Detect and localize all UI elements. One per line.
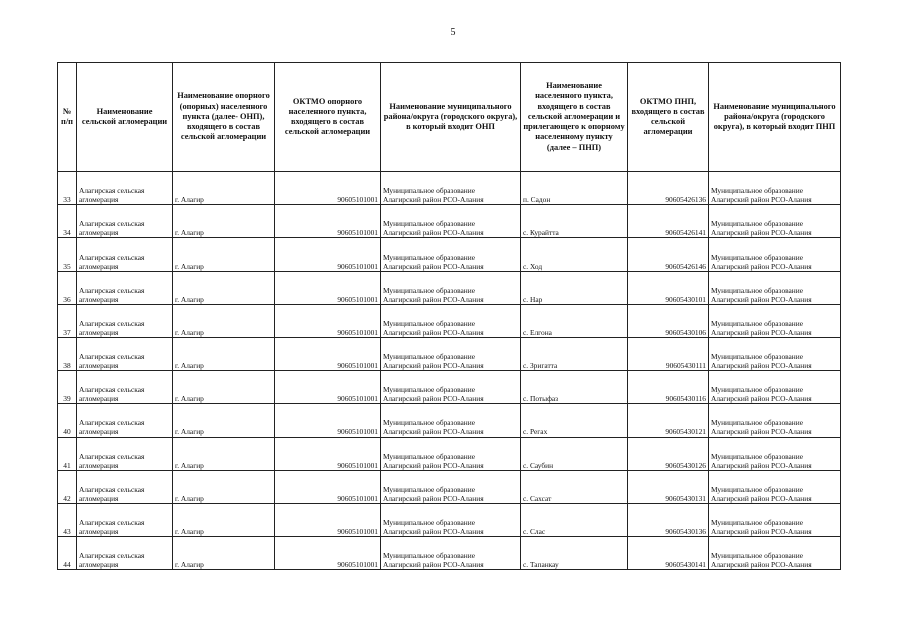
table-row — [58, 172, 841, 205]
pnp-cell: с. Тапанкау — [521, 537, 628, 570]
municipality-onp-cell — [381, 172, 521, 205]
agglomeration-line: Алагирская сельская — [79, 318, 145, 328]
agglomeration-line: агломерация — [79, 261, 119, 271]
agglomeration-line: Алагирская сельская — [79, 352, 145, 362]
pnp-cell: с. Сахсат — [521, 470, 628, 503]
oktmo-onp-cell: 90605101001 — [275, 371, 381, 404]
agglomeration-line: Алагирская сельская — [79, 551, 145, 561]
municipality-onp-line: Алагирский район РСО-Алания — [383, 361, 484, 371]
oktmo-pnp-cell: 90605430136 — [628, 503, 709, 536]
municipality-pnp-line: Алагирский район РСО-Алания — [711, 560, 812, 570]
municipality-pnp-line: Муниципальное образование — [711, 186, 803, 196]
municipality-onp-line: Алагирский район РСО-Алания — [383, 195, 484, 205]
onp-cell: г. Алагир — [173, 404, 275, 437]
municipality-onp-cell — [381, 205, 521, 238]
row-number: 35 — [58, 238, 77, 271]
municipality-onp-cell — [381, 304, 521, 337]
municipality-pnp-cell — [709, 271, 841, 304]
municipality-pnp-line: Алагирский район РСО-Алания — [711, 195, 812, 205]
agglomeration-line: Алагирская сельская — [79, 451, 145, 461]
municipality-pnp-line: Алагирский район РСО-Алания — [711, 460, 812, 470]
oktmo-onp-cell: 90605101001 — [275, 172, 381, 205]
municipality-pnp-line: Алагирский район РСО-Алания — [711, 527, 812, 537]
municipality-onp-line: Муниципальное образование — [383, 219, 475, 229]
pnp-cell: с. Елгона — [521, 304, 628, 337]
oktmo-onp-cell: 90605101001 — [275, 470, 381, 503]
agglomeration-cell — [77, 470, 173, 503]
row-number: 43 — [58, 503, 77, 536]
municipality-pnp-line: Алагирский район РСО-Алания — [711, 493, 812, 503]
agglomeration-cell — [77, 337, 173, 370]
municipality-pnp-line: Алагирский район РСО-Алания — [711, 394, 812, 404]
pnp-cell: с. Зригатта — [521, 337, 628, 370]
agglomeration-cell — [77, 371, 173, 404]
municipality-pnp-cell — [709, 437, 841, 470]
header-municipality-pnp: Наименование муниципального района/округа (городского округа), в который входит ПНП — [709, 63, 841, 172]
municipality-pnp-cell — [709, 205, 841, 238]
table-header-row — [58, 63, 841, 172]
agglomeration-line: агломерация — [79, 527, 119, 537]
municipality-pnp-line: Алагирский район РСО-Алания — [711, 294, 812, 304]
municipality-onp-line: Муниципальное образование — [383, 352, 475, 362]
agglomeration-table — [57, 62, 841, 570]
pnp-cell: п. Сaдон — [521, 172, 628, 205]
municipality-pnp-cell — [709, 238, 841, 271]
municipality-onp-line: Алагирский район РСО-Алания — [383, 228, 484, 238]
municipality-onp-line: Муниципальное образование — [383, 318, 475, 328]
table-row — [58, 437, 841, 470]
municipality-pnp-cell — [709, 371, 841, 404]
onp-cell: г. Алагир — [173, 205, 275, 238]
header-municipality-onp: Наименование муниципального района/округа (городского округа), в который входит ОНП — [381, 63, 521, 172]
municipality-pnp-cell — [709, 337, 841, 370]
pnp-cell: с. Слас — [521, 503, 628, 536]
municipality-onp-line: Муниципальное образование — [383, 186, 475, 196]
onp-cell: г. Алагир — [173, 503, 275, 536]
municipality-pnp-line: Алагирский район РСО-Алания — [711, 361, 812, 371]
municipality-onp-cell — [381, 437, 521, 470]
table-row — [58, 371, 841, 404]
row-number: 44 — [58, 537, 77, 570]
oktmo-onp-cell: 90605101001 — [275, 404, 381, 437]
table-body — [58, 172, 841, 570]
municipality-pnp-line: Муниципальное образование — [711, 385, 803, 395]
agglomeration-line: Алагирская сельская — [79, 518, 145, 527]
municipality-pnp-line: Алагирский район РСО-Алания — [711, 261, 812, 271]
agglomeration-cell — [77, 304, 173, 337]
oktmo-pnp-cell: 90605430101 — [628, 271, 709, 304]
agglomeration-line: Алагирская сельская — [79, 484, 145, 494]
agglomeration-cell — [77, 503, 173, 536]
agglomeration-line: агломерация — [79, 560, 119, 570]
agglomeration-cell — [77, 205, 173, 238]
table-row — [58, 470, 841, 503]
municipality-onp-line: Муниципальное образование — [383, 518, 475, 527]
municipality-onp-cell — [381, 537, 521, 570]
onp-cell: г. Алагир — [173, 238, 275, 271]
municipality-onp-line: Алагирский район РСО-Алания — [383, 460, 484, 470]
onp-cell: г. Алагир — [173, 470, 275, 503]
onp-cell: г. Алагир — [173, 371, 275, 404]
table-row — [58, 337, 841, 370]
onp-cell: г. Алагир — [173, 271, 275, 304]
municipality-pnp-line: Муниципальное образование — [711, 551, 803, 561]
municipality-pnp-line: Муниципальное образование — [711, 285, 803, 295]
onp-cell: г. Алагир — [173, 172, 275, 205]
agglomeration-line: Алагирская сельская — [79, 252, 145, 262]
municipality-pnp-line: Алагирский район РСО-Алания — [711, 327, 812, 337]
agglomeration-cell — [77, 172, 173, 205]
agglomeration-line: агломерация — [79, 327, 119, 337]
row-number: 34 — [58, 205, 77, 238]
municipality-onp-cell — [381, 503, 521, 536]
header-onp: Наименование опорного (опорных) населенного пункта (далее- ОНП), входящего в состав сельской агломерации — [173, 63, 275, 172]
page-number: 5 — [450, 27, 456, 38]
municipality-onp-cell — [381, 271, 521, 304]
agglomeration-cell — [77, 404, 173, 437]
municipality-pnp-cell — [709, 503, 841, 536]
municipality-onp-line: Муниципальное образование — [383, 285, 475, 295]
pnp-cell: с. Потыфаз — [521, 371, 628, 404]
municipality-onp-cell — [381, 238, 521, 271]
municipality-pnp-line: Муниципальное образование — [711, 484, 803, 494]
municipality-onp-cell — [381, 470, 521, 503]
row-number: 37 — [58, 304, 77, 337]
agglomeration-line: агломерация — [79, 427, 119, 437]
row-number: 40 — [58, 404, 77, 437]
agglomeration-line: Алагирская сельская — [79, 186, 145, 196]
table-row — [58, 271, 841, 304]
municipality-pnp-line: Муниципальное образование — [711, 418, 803, 428]
header-oktmo-pnp: ОКТМО ПНП, входящего в состав сельской агломерации — [628, 63, 709, 172]
municipality-onp-line: Муниципальное образование — [383, 551, 475, 561]
agglomeration-line: агломерация — [79, 228, 119, 238]
table-row — [58, 205, 841, 238]
agglomeration-cell — [77, 238, 173, 271]
oktmo-pnp-cell: 90605426136 — [628, 172, 709, 205]
agglomeration-line: агломерация — [79, 195, 119, 205]
pnp-cell: с. Саубин — [521, 437, 628, 470]
pnp-cell: с. Нар — [521, 271, 628, 304]
municipality-pnp-line: Муниципальное образование — [711, 451, 803, 461]
agglomeration-line: агломерация — [79, 361, 119, 371]
agglomeration-line: Алагирская сельская — [79, 385, 145, 395]
agglomeration-cell — [77, 537, 173, 570]
municipality-onp-line: Муниципальное образование — [383, 484, 475, 494]
municipality-onp-line: Муниципальное образование — [383, 418, 475, 428]
oktmo-onp-cell: 90605101001 — [275, 503, 381, 536]
agglomeration-line: Алагирская сельская — [79, 418, 145, 428]
header-number: № п/п — [58, 63, 77, 172]
row-number: 41 — [58, 437, 77, 470]
oktmo-pnp-cell: 90605430116 — [628, 371, 709, 404]
oktmo-pnp-cell: 90605430141 — [628, 537, 709, 570]
municipality-pnp-cell — [709, 470, 841, 503]
table-row — [58, 304, 841, 337]
municipality-onp-line: Алагирский район РСО-Алания — [383, 493, 484, 503]
agglomeration-cell — [77, 271, 173, 304]
municipality-onp-line: Алагирский район РСО-Алания — [383, 261, 484, 271]
municipality-pnp-cell — [709, 404, 841, 437]
header-agglomeration: Наименование сельской агломерации — [77, 63, 173, 172]
row-number: 39 — [58, 371, 77, 404]
municipality-pnp-line: Муниципальное образование — [711, 219, 803, 229]
row-number: 42 — [58, 470, 77, 503]
municipality-onp-line: Муниципальное образование — [383, 451, 475, 461]
table-row — [58, 503, 841, 536]
oktmo-onp-cell: 90605101001 — [275, 304, 381, 337]
oktmo-pnp-cell: 90605430126 — [628, 437, 709, 470]
header-pnp: Наименование населенного пункта, входящего в состав сельской агломерации и прилегающего к опорному населенному пункту (далее – ПНП) — [521, 63, 628, 172]
municipality-pnp-cell — [709, 537, 841, 570]
onp-cell: г. Алагир — [173, 537, 275, 570]
oktmo-onp-cell: 90605101001 — [275, 271, 381, 304]
header-oktmo-onp: ОКТМО опорного населенного пункта, входящего в состав сельской агломерации — [275, 63, 381, 172]
municipality-pnp-line: Муниципальное образование — [711, 518, 803, 527]
oktmo-onp-cell: 90605101001 — [275, 337, 381, 370]
municipality-onp-cell — [381, 337, 521, 370]
oktmo-onp-cell: 90605101001 — [275, 437, 381, 470]
municipality-pnp-line: Алагирский район РСО-Алания — [711, 228, 812, 238]
municipality-pnp-line: Алагирский район РСО-Алания — [711, 427, 812, 437]
agglomeration-cell — [77, 437, 173, 470]
oktmo-pnp-cell: 90605430106 — [628, 304, 709, 337]
municipality-pnp-line: Муниципальное образование — [711, 318, 803, 328]
municipality-pnp-cell — [709, 172, 841, 205]
oktmo-pnp-cell: 90605430111 — [628, 337, 709, 370]
agglomeration-line: агломерация — [79, 294, 119, 304]
oktmo-onp-cell: 90605101001 — [275, 205, 381, 238]
row-number: 33 — [58, 172, 77, 205]
municipality-pnp-line: Муниципальное образование — [711, 352, 803, 362]
municipality-onp-line: Алагирский район РСО-Алания — [383, 560, 484, 570]
pnp-cell: с. Курайтта — [521, 205, 628, 238]
pnp-cell: с. Регах — [521, 404, 628, 437]
row-number: 38 — [58, 337, 77, 370]
table-row — [58, 404, 841, 437]
oktmo-pnp-cell: 90605426141 — [628, 205, 709, 238]
municipality-onp-line: Алагирский район РСО-Алания — [383, 394, 484, 404]
onp-cell: г. Алагир — [173, 304, 275, 337]
table-row — [58, 238, 841, 271]
oktmo-pnp-cell: 90605430121 — [628, 404, 709, 437]
municipality-onp-cell — [381, 404, 521, 437]
municipality-pnp-cell — [709, 304, 841, 337]
municipality-onp-cell — [381, 371, 521, 404]
municipality-onp-line: Алагирский район РСО-Алания — [383, 294, 484, 304]
oktmo-onp-cell: 90605101001 — [275, 537, 381, 570]
agglomeration-line: агломерация — [79, 493, 119, 503]
oktmo-pnp-cell: 90605426146 — [628, 238, 709, 271]
municipality-pnp-line: Муниципальное образование — [711, 252, 803, 262]
municipality-onp-line: Алагирский район РСО-Алания — [383, 327, 484, 337]
onp-cell: г. Алагир — [173, 437, 275, 470]
pnp-cell: с. Ход — [521, 238, 628, 271]
municipality-onp-line: Муниципальное образование — [383, 385, 475, 395]
agglomeration-line: агломерация — [79, 460, 119, 470]
row-number: 36 — [58, 271, 77, 304]
agglomeration-line: Алагирская сельская — [79, 219, 145, 229]
municipality-onp-line: Алагирский район РСО-Алания — [383, 527, 484, 537]
municipality-onp-line: Алагирский район РСО-Алания — [383, 427, 484, 437]
agglomeration-line: агломерация — [79, 394, 119, 404]
oktmo-onp-cell: 90605101001 — [275, 238, 381, 271]
onp-cell: г. Алагир — [173, 337, 275, 370]
oktmo-pnp-cell: 90605430131 — [628, 470, 709, 503]
agglomeration-line: Алагирская сельская — [79, 285, 145, 295]
municipality-onp-line: Муниципальное образование — [383, 252, 475, 262]
table-row — [58, 537, 841, 570]
